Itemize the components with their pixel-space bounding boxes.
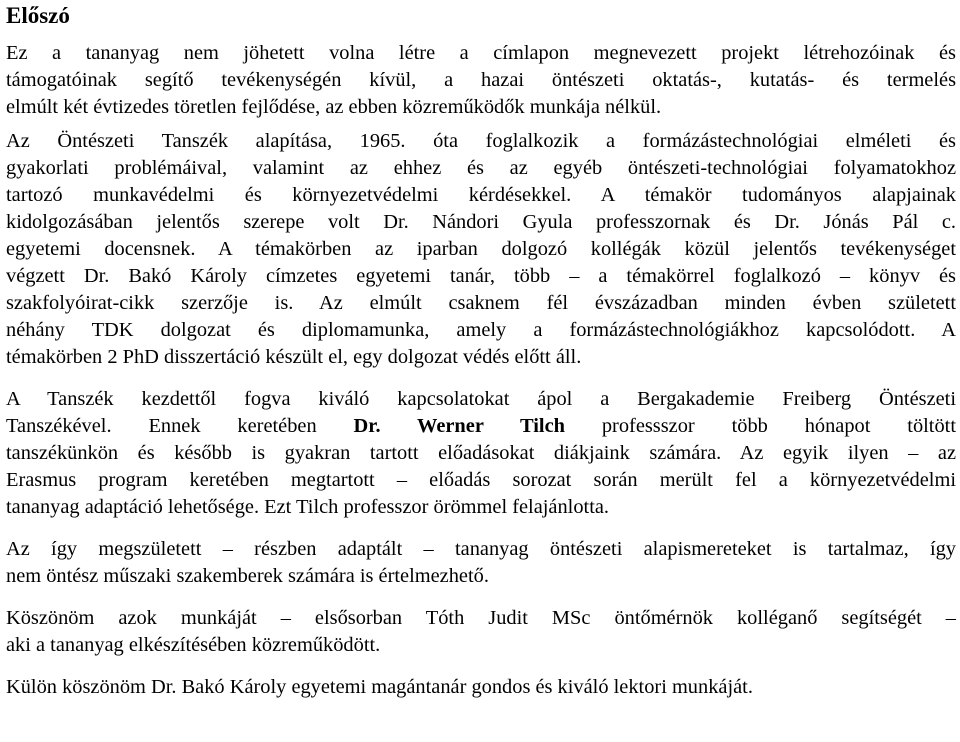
paragraph-line: tartozó munkavédelmi és környezetvédelmi kérdésekkel. A témakör tudományos alapjainak	[6, 184, 956, 206]
paragraph-thanks-colleague	[6, 605, 956, 659]
paragraph-line: tananyag adaptáció lehetősége. Ezt Tilch professzor örömmel felajánlotta.	[6, 496, 610, 518]
paragraph-line: aki a tananyag elkészítésében közreműködött.	[6, 634, 381, 656]
paragraph-line: végzett Dr. Bakó Károly címzetes egyetemi tanár, több – a témakörrel foglalkozó – könyv és	[6, 265, 956, 287]
paragraph-department-history	[6, 128, 956, 371]
paragraph-line: témakörben 2 PhD disszertáció készült el, egy dolgozat védés előtt áll.	[6, 346, 582, 368]
paragraph-line: A Tanszék kezdettől fogva kiváló kapcsolatokat ápol a Bergakademie Freiberg Öntészeti	[6, 388, 956, 410]
paragraph-line: kidolgozásában jelentős szerepe volt Dr. Nándori Gyula professzornak és Dr. Jónás Pál c.	[6, 211, 956, 233]
page-title: Előszó	[6, 3, 70, 28]
paragraph-line: Az így megszületett – részben adaptált – tananyag öntészeti alapismereteket is tartalmaz, így	[6, 538, 956, 560]
line-text: professszor több hónapot töltött	[564, 415, 957, 437]
person-name-bold: Dr. Werner Tilch	[353, 415, 565, 437]
paragraph-adapted-material	[6, 536, 956, 590]
paragraph-line: egyetemi docensnek. A témakörben az iparban dolgozó kollégák közül jelentős tevékenységet	[6, 238, 956, 260]
paragraph-line: Köszönöm azok munkáját – elsősorban Tóth Judit MSc öntőmérnök kolléganő segítségét –	[6, 607, 956, 629]
paragraph-line: tanszékünkön és később is gyakran tartott előadásokat diákjaink számára. Az egyik ilyen – az	[6, 442, 956, 464]
document-page	[6, 0, 956, 701]
paragraph-thanks-reviewer	[6, 674, 956, 701]
paragraph-intro	[6, 40, 956, 121]
paragraph-line	[6, 413, 956, 440]
paragraph-line: nem öntész műszaki szakemberek számára is értelmezhető.	[6, 565, 489, 587]
paragraph-line: Erasmus program keretében megtartott – előadás sorozat során merült fel a környezetvédelmi	[6, 469, 956, 491]
paragraph-line: Külön köszönöm Dr. Bakó Károly egyetemi magántanár gondos és kiváló lektori munkáját.	[6, 676, 753, 698]
paragraph-line: Az Öntészeti Tanszék alapítása, 1965. óta foglalkozik a formázástechnológiai elméleti és	[6, 130, 956, 152]
paragraph-line: elmúlt két évtizedes töretlen fejlődése, az ebben közreműködők munkája nélkül.	[6, 96, 662, 118]
paragraph-freiberg-cooperation	[6, 386, 956, 521]
paragraph-line: szakfolyóirat-cikk szerzője is. Az elmúlt csaknem fél évszázadban minden évben született	[6, 292, 956, 314]
line-text: Tanszékével. Ennek keretében	[6, 415, 354, 437]
paragraph-line: néhány TDK dolgozat és diplomamunka, amely a formázástechnológiákhoz kapcsolódott. A	[6, 319, 956, 341]
paragraph-line: támogatóinak segítő tevékenységén kívül, a hazai öntészeti oktatás-, kutatás- és termelés	[6, 69, 956, 91]
paragraph-line: gyakorlati problémáival, valamint az ehhez és az egyéb öntészeti-technológiai folyamatokhoz	[6, 157, 956, 179]
paragraph-line: Ez a tananyag nem jöhetett volna létre a címlapon megnevezett projekt létrehozóinak és	[6, 42, 956, 64]
